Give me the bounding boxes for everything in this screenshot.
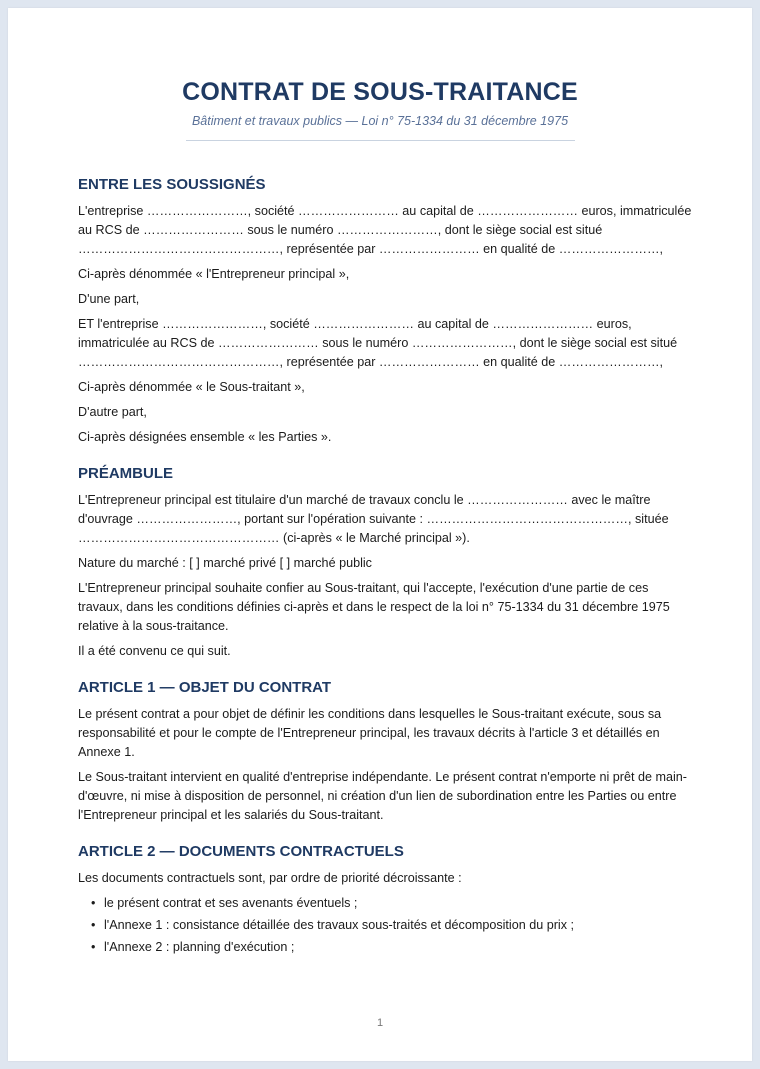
paragraph: D'autre part, [78,405,147,419]
paragraph: ET l'entreprise ……………………, société …………………… au capital de …………………… euros, immatriculée au RCS de …………………… sous le numéro ……………………, dont le siège social est situé …………………………………………, représentée par …………………… en qualité de ……………………, [78,317,678,369]
bullet-icon: • [91,940,96,954]
section-preamble [78,463,692,661]
document-subtitle: Bâtiment et travaux publics — Loi n° 75-1334 du 31 décembre 1975 [191,114,569,128]
list-item [78,916,692,935]
section-heading: ARTICLE 2 — DOCUMENTS CONTRACTUELS [78,843,404,860]
paragraph: Ci-après dénommée « l'Entrepreneur principal », [78,267,350,281]
document-page [8,8,752,1061]
document-body [78,174,692,973]
paragraph: Ci-après dénommée « le Sous-traitant », [78,380,305,394]
bullet-icon: • [91,918,96,932]
bullet-icon: • [91,896,96,910]
page-number: 1 [376,1017,384,1029]
paragraph: Nature du marché : [ ] marché privé [ ] marché public [78,556,372,570]
list-item-text: l'Annexe 2 : planning d'exécution ; [104,940,295,954]
section-article-1 [78,677,692,825]
header-divider [186,140,575,141]
document-list [78,894,692,957]
list-item-text: le présent contrat et ses avenants éventuels ; [104,896,358,910]
list-item-text: l'Annexe 1 : consistance détaillée des travaux sous-traités et décomposition du prix ; [104,918,575,932]
list-item [78,938,692,957]
section-article-2 [78,841,692,957]
paragraph: L'Entrepreneur principal est titulaire d'un marché de travaux conclu le …………………… avec le maître d'ouvrage ……………………, portant sur l'opération suivante : …………………………………………, située ………………………………………… (ci-après « le Marché principal »). [78,493,669,545]
section-parties [78,174,692,447]
section-heading: ARTICLE 1 — OBJET DU CONTRAT [78,679,332,696]
paragraph: Ci-après désignées ensemble « les Parties ». [78,430,332,444]
section-heading: ENTRE LES SOUSSIGNÉS [78,176,266,193]
paragraph: D'une part, [78,292,140,306]
document-title: CONTRAT DE SOUS-TRAITANCE [182,78,578,106]
paragraph: Les documents contractuels sont, par ordre de priorité décroissante : [78,871,462,885]
paragraph: Il a été convenu ce qui suit. [78,644,231,658]
paragraph: L'entreprise ……………………, société …………………… au capital de …………………… euros, immatriculée au RCS de …………………… sous le numéro ……………………, dont le siège social est situé …………………………………………, représentée par …………………… en qualité de ……………………, [78,204,692,256]
paragraph: Le présent contrat a pour objet de définir les conditions dans lesquelles le Sous-traitant exécute, sous sa responsabilité et pour le compte de l'Entrepreneur principal, les travaux décrits à l'article 3 et détaillés en Annexe 1. [78,707,662,759]
section-heading: PRÉAMBULE [78,465,174,482]
paragraph: Le Sous-traitant intervient en qualité d'entreprise indépendante. Le présent contrat n'emporte ni prêt de main-d'œuvre, ni mise à disposition de personnel, ni création d'un lien de subordination entre les Parties ou entre l'Entrepreneur principal et les salariés du Sous-traitant. [78,770,687,822]
list-item [78,894,692,913]
paragraph: L'Entrepreneur principal souhaite confier au Sous-traitant, qui l'accepte, l'exécution d'une partie de ces travaux, dans les conditions définies ci-après et dans le respect de la loi n° 75-1334 du 31 décembre 1975 relative à la sous-traitance. [78,581,670,633]
